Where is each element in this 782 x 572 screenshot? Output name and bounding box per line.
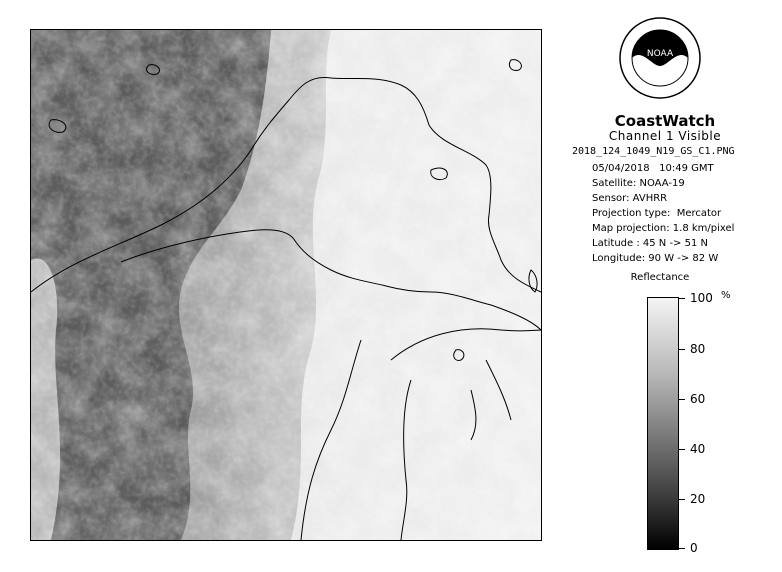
noaa-logo-text: NOAA [646, 49, 674, 59]
noaa-logo [618, 16, 702, 100]
colorbar-tick-label: 0 [690, 541, 698, 555]
latitude: Latitude : 45 N -> 51 N [592, 238, 708, 249]
colorbar-tick-label: 20 [690, 492, 706, 506]
longitude: Longitude: 90 W -> 82 W [592, 253, 719, 264]
satellite: Satellite: NOAA-19 [592, 178, 685, 189]
colorbar-tick-label: 40 [690, 442, 706, 456]
cloud-fine-texture [31, 30, 541, 540]
satellite-image [30, 29, 542, 541]
colorbar-unit: % [721, 290, 731, 301]
sensor: Sensor: AVHRR [592, 193, 668, 204]
colorbar-tick [679, 349, 685, 350]
datetime: 05/04/2018 10:49 GMT [592, 163, 714, 174]
colorbar [647, 297, 679, 550]
colorbar-tick [679, 298, 685, 299]
colorbar-tick-label: 100 [690, 291, 713, 305]
colorbar-tick [679, 449, 685, 450]
filename: 2018_124_1049_N19_GS_C1.PNG [572, 146, 735, 157]
colorbar-tick [679, 499, 685, 500]
map-projection: Map projection: 1.8 km/pixel [592, 223, 735, 234]
projection-type: Projection type: Mercator [592, 208, 722, 219]
colorbar-tick [679, 399, 685, 400]
colorbar-tick-label: 60 [690, 392, 706, 406]
brand-title: CoastWatch [614, 112, 716, 130]
colorbar-title: Reflectance [630, 272, 690, 283]
colorbar-tick-label: 80 [690, 342, 706, 356]
colorbar-tick [679, 548, 685, 549]
satellite-map-svg [31, 30, 541, 540]
channel-label: Channel 1 Visible [608, 129, 722, 143]
